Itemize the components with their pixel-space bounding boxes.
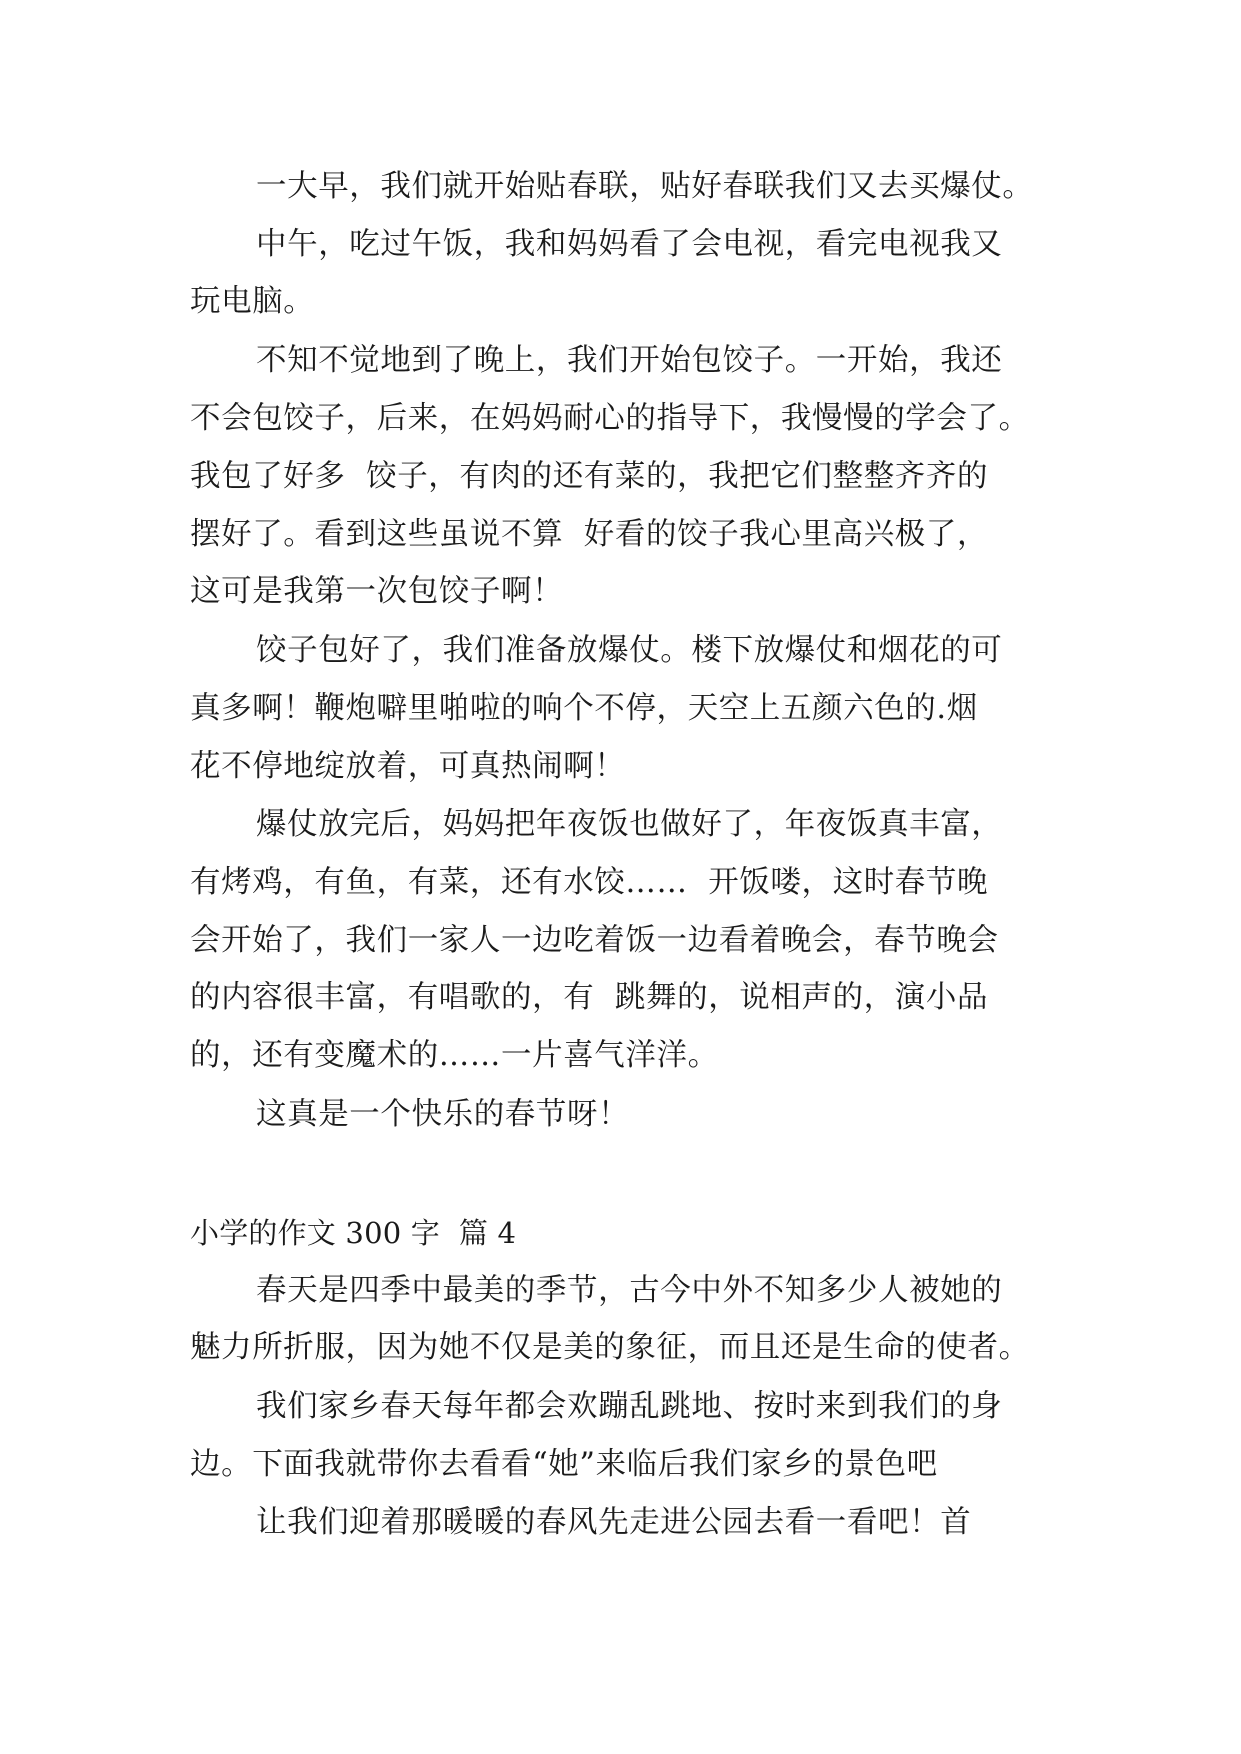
paragraph-line: 我包了好多 饺子，有肉的还有菜的，我把它们整整齐齐的 [190, 459, 989, 494]
paragraph-line: 真多啊！鞭炮噼里啪啦的响个不停，天空上五颜六色的.烟 [190, 691, 978, 726]
paragraph-line: 的内容很丰富，有唱歌的，有 跳舞的，说相声的，演小品 [190, 980, 989, 1015]
paragraph-line: 有烤鸡，有鱼，有菜，还有水饺…… 开饭喽，这时春节晚 [190, 865, 989, 900]
paragraph-line: 一大早，我们就开始贴春联，贴好春联我们又去买爆仗。 [256, 169, 1034, 204]
section-heading: 小学的作文 300 字 篇 4 [190, 1216, 517, 1250]
paragraph-line: 中午，吃过午饭，我和妈妈看了会电视，看完电视我又 [256, 227, 1003, 262]
paragraph-line: 魅力所折服，因为她不仅是美的象征，而且还是生命的使者。 [190, 1330, 1030, 1365]
paragraph-line: 春天是四季中最美的季节，古今中外不知多少人被她的 [256, 1273, 1003, 1308]
paragraph-line: 边。下面我就带你去看看“她”来临后我们家乡的景色吧 [190, 1447, 938, 1482]
paragraph-line: 的，还有变魔术的……一片喜气洋洋。 [190, 1038, 719, 1073]
paragraph-line: 让我们迎着那暖暖的春风先走进公园去看一看吧！首 [256, 1505, 972, 1540]
paragraph-line: 不会包饺子，后来，在妈妈耐心的指导下，我慢慢的学会了。 [190, 401, 1030, 436]
paragraph-line: 我们家乡春天每年都会欢蹦乱跳地、按时来到我们的身 [256, 1389, 1003, 1424]
paragraph-line: 花不停地绽放着，可真热闹啊！ [190, 749, 626, 784]
paragraph-line: 饺子包好了，我们准备放爆仗。楼下放爆仗和烟花的可 [256, 633, 1003, 668]
paragraph-line: 会开始了，我们一家人一边吃着饭一边看着晚会，春节晚会 [190, 923, 999, 958]
paragraph-line: 摆好了。看到这些虽说不算 好看的饺子我心里高兴极了， [190, 517, 989, 552]
paragraph-line: 这可是我第一次包饺子啊！ [190, 574, 564, 609]
paragraph-line: 这真是一个快乐的春节呀！ [256, 1097, 630, 1132]
paragraph-line: 玩电脑。 [190, 284, 315, 319]
paragraph-line: 爆仗放完后，妈妈把年夜饭也做好了，年夜饭真丰富， [256, 807, 1003, 842]
paragraph-line: 不知不觉地到了晚上，我们开始包饺子。一开始，我还 [256, 343, 1003, 378]
